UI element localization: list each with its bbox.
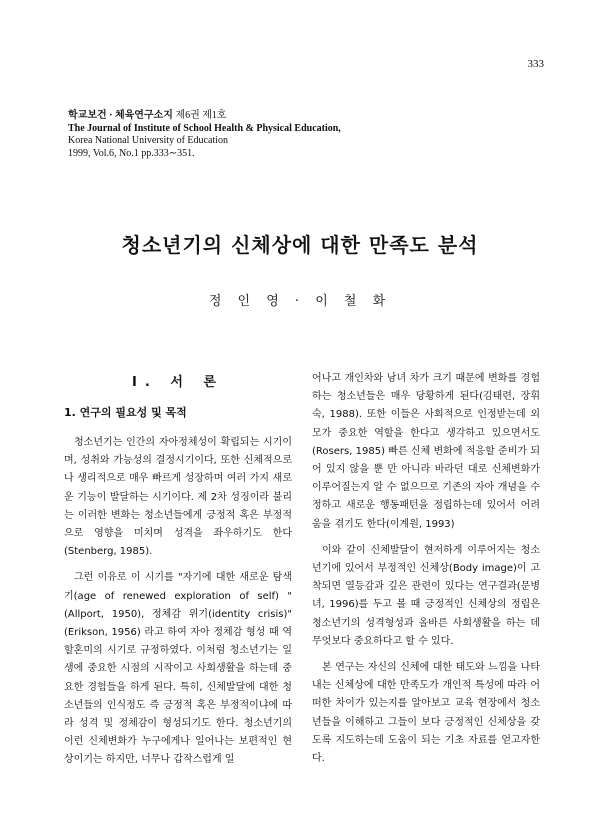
journal-citation: 1999, Vol.6, No.1 pp.333∼351. (68, 147, 195, 159)
authors: 정 인 영 · 이 철 화 (208, 294, 392, 309)
journal-info (68, 110, 488, 160)
section-heading: Ⅰ. 서 론 (132, 375, 224, 390)
paper-title: 청소년기의 신체상에 대한 만족도 분석 (121, 233, 479, 257)
paragraph: 이와 같이 신체발달이 현저하게 이루어지는 청소년기에 있어서 부정적인 신체상(Body image)이 고착되면 열등감과 깊은 관련이 있다는 연구결과(문병녀, 1996)를 두고 볼 때 긍정적인 신체상의 정립은 청소년기의 성격형성과 올바른 사회생활을 하는 데 무엇보다 중요하다고 할 수 있다. (312, 544, 540, 647)
right-column (312, 370, 540, 776)
journal-volume-issue: 제6권 제1호 (175, 110, 227, 121)
journal-korean-title: 학교보건 · 체육연구소지 (68, 110, 173, 121)
journal-english-title: The Journal of Institute of School Health & Physical Education, (68, 122, 341, 134)
left-column (64, 368, 292, 778)
paragraph: 그런 이유로 이 시기를 "자기에 대한 새로운 탐색기(age of renewed exploration of self) "(Allport, 1950), 정체감 위기(identity crisis)"(Erikson, 1956) 라고 하여 자아 정체감 형성 때 역할혼미의 시기로 규정하였다. 이처럼 청소년기는 일생에 중요한 시점의 시작이고 사회생활을 하는데 중요한 경험들을 하게 된다. 특히, 신체발달에 대한 청소년들의 인식정도 즉 긍정적 혹은 부정적이냐에 따라 성격 및 정체감이 형성되기도 한다. 청소년기의 이런 신체변화가 누구에게나 일어나는 보편적인 현상이기는 하지만, 너무나 갑작스럽게 일 (64, 572, 292, 766)
journal-university: Korea National University of Education (68, 135, 228, 146)
paragraph: 어나고 개인차와 남녀 차가 크기 때문에 변화를 경험하는 청소년들은 매우 당황하게 된다(김태련, 장휘숙, 1988). 또한 이들은 사회적으로 인정받는데 외모가 중요한 역할을 한다고 생각하고 있으면서도 (Rosers, 1985) 빠른 신체 변화에 적응할 준비가 되어 있지 않을 뿐 만 아니라 바라던 대로 신체변화가 이루어질는지 알 수 없으므로 기존의 자아 개념을 수정하고 새로운 행동패턴을 정립하는데 있어서 어려움을 겪기도 한다(이계원, 1993) (312, 373, 540, 530)
journal-korean-line (68, 110, 488, 123)
subsection-heading: 1. 연구의 필요성 및 목적 (64, 406, 187, 419)
paragraph: 청소년기는 인간의 자아정체성이 확립되는 시기이며, 성취와 가능성의 결정시기이다, 또한 신체적으로나 생리적으로 매우 빠르게 성장하며 여러 가지 새로운 기능이 발달하는 시기이다. 제 2차 성징이라 불리는 이러한 변화는 청소년들에게 긍정적 혹은 부정적으로 영향을 미치며 성격을 좌우하기도 한다(Stenberg, 1985). (64, 437, 292, 558)
page-number: 333 (527, 58, 544, 70)
paragraph: 본 연구는 자신의 신체에 대한 태도와 느낌을 나타내는 신체상에 대한 만족도가 개인적 특성에 따라 어떠한 차이가 있는지를 알아보고 교육 현장에서 청소년들을 이해하고 그들이 보다 긍정적인 신체상을 갖도록 지도하는데 도움이 되는 기초 자료를 얻고자한다. (312, 662, 540, 765)
